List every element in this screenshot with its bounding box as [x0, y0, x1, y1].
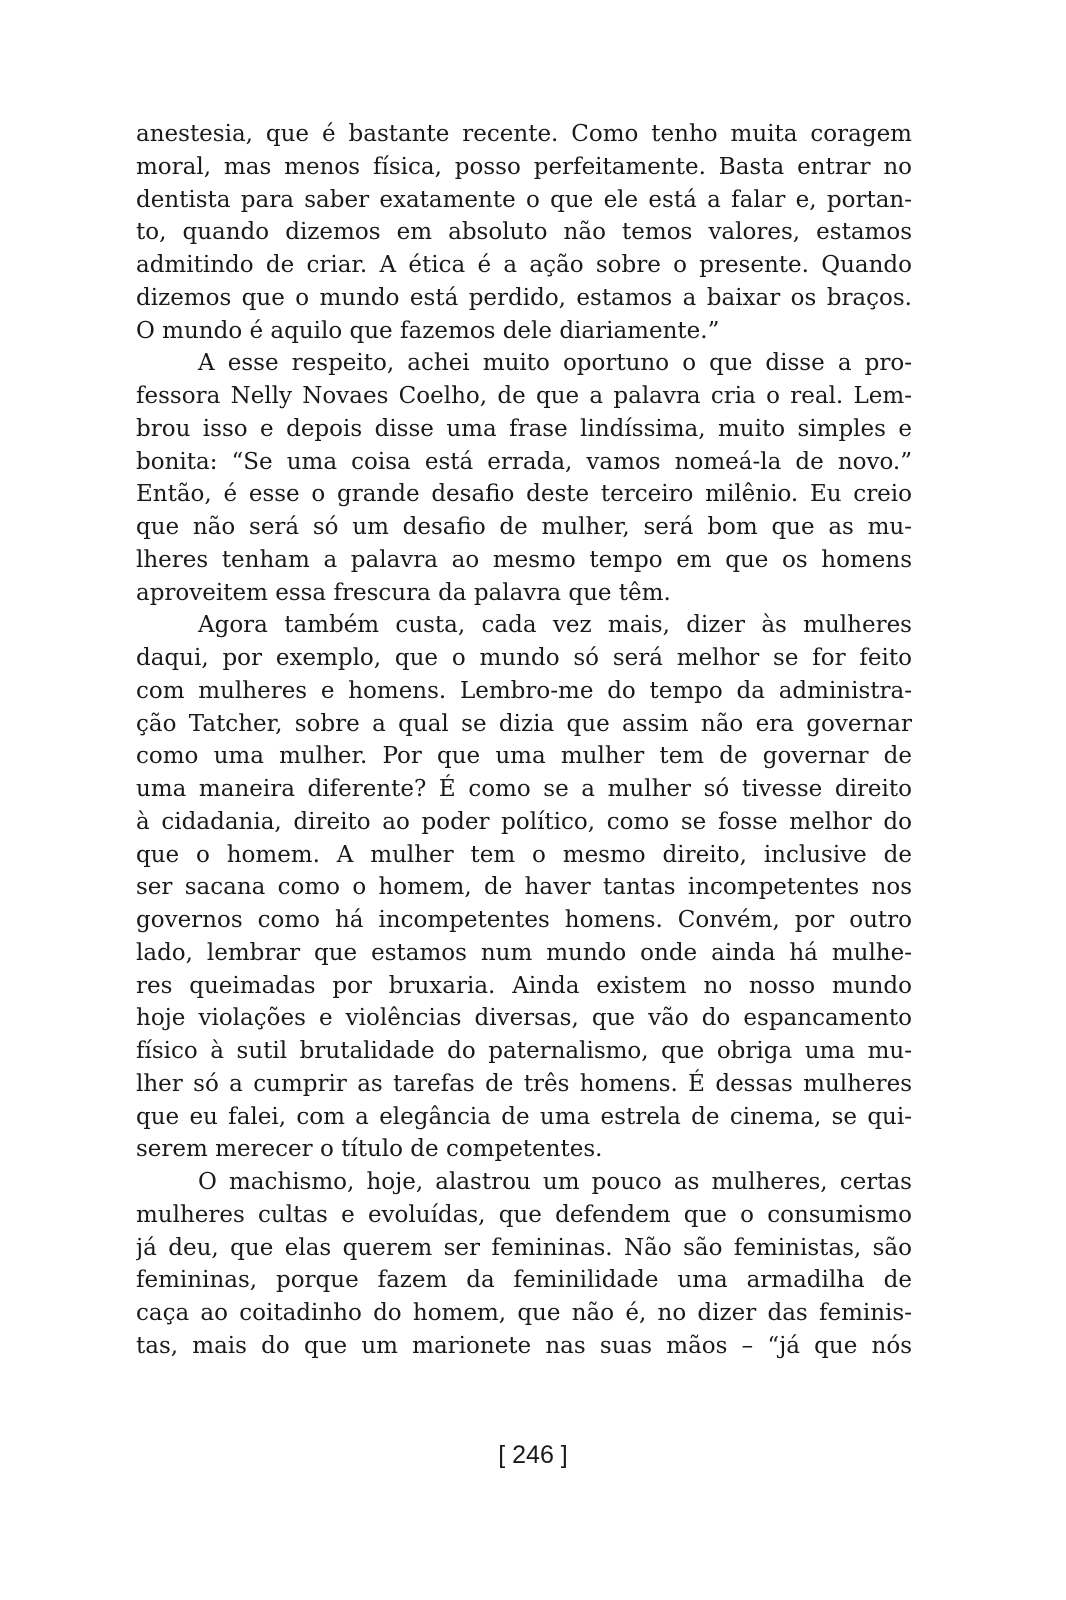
text-line: O mundo é aquilo que fazemos dele diariamente.”: [136, 317, 720, 344]
text-line: Agora também custa, cada vez mais, dizer às mulheres: [198, 612, 912, 639]
text-line: daqui, por exemplo, que o mundo só será melhor se for feito: [136, 645, 912, 671]
paragraph: [136, 347, 912, 609]
text-line: que o homem. A mulher tem o mesmo direito, inclusive de: [136, 841, 912, 868]
text-line: dizemos que o mundo está perdido, estamos a baixar os braços.: [136, 284, 912, 311]
text-line: tas, mais do que um marionete nas suas mãos – “já que nós: [136, 1332, 912, 1359]
page-number: [ 246 ]: [498, 1441, 568, 1469]
text-line: O machismo, hoje, alastrou um pouco as mulheres, certas: [198, 1169, 912, 1195]
text-line: A esse respeito, achei muito oportuno o que disse a pro-: [198, 350, 912, 377]
text-line: to, quando dizemos em absoluto não temos valores, estamos: [136, 219, 912, 246]
text-line: com mulheres e homens. Lembro-me do tempo da administra-: [136, 677, 912, 704]
text-line: hoje violações e violências diversas, que vão do espancamento: [136, 1005, 912, 1032]
paragraph: [136, 1166, 912, 1363]
text-line: uma maneira diferente? É como se a mulher só tivesse direito: [136, 776, 912, 802]
text-line: mulheres cultas e evoluídas, que defendem que o consumismo: [136, 1201, 912, 1228]
text-line: que eu falei, com a elegância de uma estrela de cinema, se qui-: [136, 1103, 912, 1130]
text-line: Então, é esse o grande desafio deste terceiro milênio. Eu creio: [136, 481, 912, 508]
text-line: aproveitem essa frescura da palavra que têm.: [136, 579, 671, 606]
text-line: à cidadania, direito ao poder político, como se fosse melhor do: [136, 808, 912, 835]
text-line: ser sacana como o homem, de haver tantas incompetentes nos: [136, 874, 912, 901]
text-line: que não será só um desafio de mulher, será bom que as mu-: [136, 514, 912, 540]
text-line: brou isso e depois disse uma frase lindíssima, muito simples e: [136, 415, 912, 442]
text-line: ção Tatcher, sobre a qual se dizia que assim não era governar: [136, 710, 912, 737]
text-line: governos como há incompetentes homens. Convém, por outro: [136, 907, 912, 933]
paragraph: [136, 118, 912, 347]
text-line: lado, lembrar que estamos num mundo onde ainda há mulhe-: [136, 939, 912, 966]
text-line: anestesia, que é bastante recente. Como tenho muita coragem: [136, 121, 912, 147]
text-line: já deu, que elas querem ser femininas. Não são feministas, são: [136, 1234, 912, 1261]
text-line: como uma mulher. Por que uma mulher tem de governar de: [136, 743, 912, 770]
body-text: [136, 118, 912, 1363]
text-line: res queimadas por bruxaria. Ainda existem no nosso mundo: [136, 972, 912, 999]
text-line: serem merecer o título de competentes.: [136, 1136, 603, 1163]
paragraph: [136, 609, 912, 1166]
text-line: lher só a cumprir as tarefas de três homens. É dessas mulheres: [136, 1070, 912, 1097]
text-line: femininas, porque fazem da feminilidade uma armadilha de: [136, 1267, 912, 1294]
text-line: moral, mas menos física, posso perfeitamente. Basta entrar no: [136, 153, 912, 180]
text-line: bonita: “Se uma coisa está errada, vamos nomeá-la de novo.”: [136, 448, 912, 475]
text-line: dentista para saber exatamente o que ele está a falar e, portan-: [136, 186, 912, 213]
text-line: caça ao coitadinho do homem, que não é, no dizer das feminis-: [136, 1300, 912, 1326]
text-line: lheres tenham a palavra ao mesmo tempo em que os homens: [136, 546, 912, 573]
text-line: físico à sutil brutalidade do paternalismo, que obriga uma mu-: [136, 1038, 912, 1064]
text-line: fessora Nelly Novaes Coelho, de que a palavra cria o real. Lem-: [136, 383, 912, 409]
text-line: admitindo de criar. A ética é a ação sobre o presente. Quando: [136, 252, 912, 278]
